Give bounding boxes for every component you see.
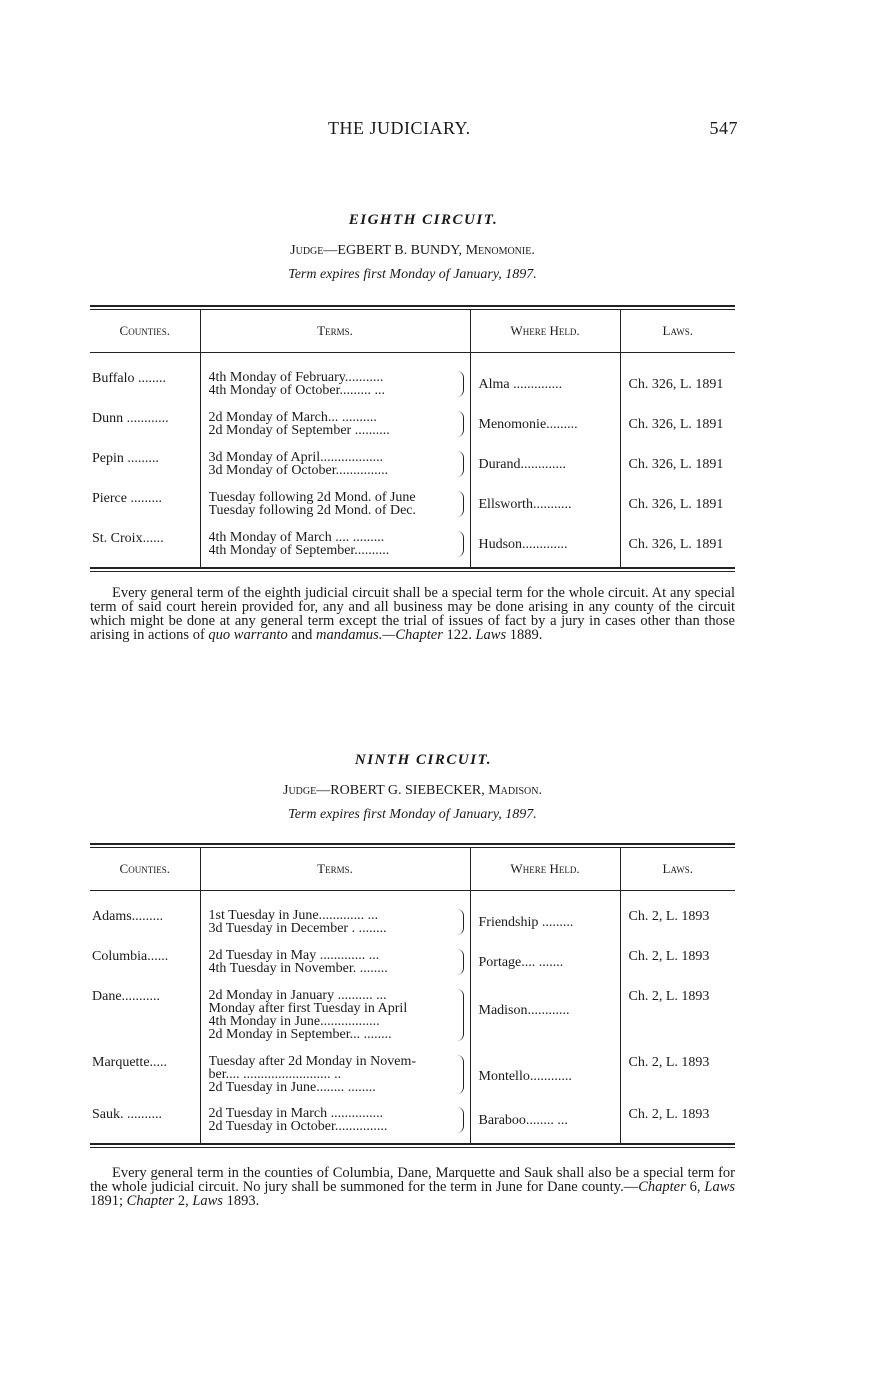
- county-name: Pepin .........: [92, 450, 159, 466]
- ninth-circuit-section: [90, 752, 735, 1208]
- table-row: [90, 949, 735, 989]
- table-row: [90, 909, 735, 949]
- county-name: St. Croix......: [92, 530, 164, 546]
- note-italic: Chapter: [638, 1178, 686, 1195]
- where-held: Ellsworth...........: [478, 496, 572, 512]
- brace-mark: [457, 451, 464, 477]
- terms-cell: [201, 909, 470, 935]
- column-header: Counties.: [90, 310, 200, 353]
- table-bottom-rule: [90, 567, 735, 572]
- judge-label: Judge: [283, 783, 317, 798]
- term-line: Monday after first Tuesday in April: [208, 1001, 408, 1015]
- column-header: Counties.: [90, 848, 200, 891]
- court-terms-table: [90, 310, 735, 567]
- brace-mark: [457, 491, 464, 517]
- laws-cell: Ch. 2, L. 1893: [628, 948, 710, 964]
- term-expiry: Term expires first Monday of January, 1897.: [288, 267, 537, 282]
- judge-label: Judge: [290, 243, 324, 258]
- note-text: Every general term in the counties of Columbia, Dane, Marquette and Sauk shall also be a special term for the whole judicial circuit. No jury shall be summoned for the term in June for Dane county.—: [90, 1164, 735, 1195]
- table-row: [90, 411, 735, 451]
- term-line: 2d Monday in January .......... ...: [208, 988, 387, 1002]
- term-line: 2d Monday in September... ........: [208, 1027, 392, 1041]
- page-number: 547: [709, 118, 738, 138]
- term-line: 4th Monday in June.................: [208, 1014, 380, 1028]
- note-text: Every general term of the eighth judicial circuit shall be a special term for the whole circuit. At any special term of said court herein provided for, any and all business may be done arising in any county of the circuit which might be done at any general term except the trial of issues of fact by a jury in cases other than those arising in actions of: [90, 584, 735, 643]
- term-line: 2d Monday of September ..........: [208, 423, 390, 437]
- note-italic: Laws: [704, 1178, 736, 1195]
- terms-cell: [201, 949, 470, 975]
- term-line: 3d Monday of April..................: [208, 450, 384, 464]
- term-line: 2d Monday of March... ..........: [208, 410, 377, 424]
- term-line: 4th Monday of October......... ...: [208, 383, 386, 397]
- judge-line: [90, 243, 735, 259]
- brace-mark: [457, 1055, 464, 1094]
- circuit-title: NINTH CIRCUIT.: [354, 752, 493, 768]
- laws-cell: Ch. 2, L. 1893: [628, 1054, 710, 1070]
- where-held: Montello............: [478, 1068, 572, 1084]
- term-expiry: Term expires first Monday of January, 1897.: [288, 807, 537, 822]
- where-held: Alma ..............: [478, 376, 563, 392]
- judge-name: —ROBERT G. SIEBECKER,: [316, 783, 489, 798]
- brace-mark: [457, 531, 464, 557]
- where-held: Durand.............: [478, 456, 566, 472]
- note-text: 1893.: [222, 1192, 260, 1209]
- terms-cell: [201, 491, 470, 517]
- laws-cell: Ch. 326, L. 1891: [628, 376, 724, 392]
- brace-mark: [457, 411, 464, 437]
- county-name: Sauk. ..........: [92, 1106, 162, 1122]
- note-italic: Laws: [192, 1192, 223, 1209]
- brace-mark: [457, 371, 464, 397]
- term-line: 4th Monday of September..........: [208, 543, 390, 557]
- where-held: Madison............: [478, 1002, 570, 1018]
- column-header: Where Held.: [470, 848, 620, 891]
- table-row: [90, 371, 735, 411]
- county-name: Marquette.....: [92, 1054, 168, 1070]
- note-text: 122.: [442, 626, 476, 643]
- term-line: 3d Monday of October...............: [208, 463, 389, 477]
- terms-cell: [201, 1055, 470, 1094]
- column-header: Where Held.: [470, 310, 620, 353]
- table-row: [90, 1107, 735, 1143]
- term-line: 2d Tuesday in October...............: [208, 1119, 388, 1133]
- term-line: 2d Tuesday in June........ ........: [208, 1080, 376, 1094]
- where-held: Menomonie.........: [478, 416, 578, 432]
- judge-place: Menomonie.: [465, 243, 535, 258]
- terms-cell: [201, 451, 470, 477]
- note-italic: Laws: [475, 626, 507, 643]
- laws-cell: Ch. 326, L. 1891: [628, 536, 724, 552]
- table-row: [90, 1055, 735, 1107]
- page-title: THE JUDICIARY.: [328, 118, 471, 138]
- running-head: [90, 118, 740, 140]
- note-text: 6,: [685, 1178, 705, 1195]
- county-name: Adams.........: [92, 908, 164, 924]
- term-line: 2d Tuesday in May ............. ...: [208, 948, 380, 962]
- note-text: 1891;: [90, 1192, 127, 1209]
- note-italic: quo warranto: [208, 626, 288, 643]
- brace-mark: [457, 949, 464, 975]
- term-line: 1st Tuesday in June............. ...: [208, 908, 379, 922]
- terms-cell: [201, 411, 470, 437]
- county-name: Pierce .........: [92, 490, 162, 506]
- table-row: [90, 989, 735, 1055]
- county-name: Columbia......: [92, 948, 169, 964]
- term-line: Tuesday after 2d Monday in Novem-: [208, 1054, 417, 1068]
- brace-mark: [457, 989, 464, 1041]
- column-header: Laws.: [620, 848, 735, 891]
- circuit-title: EIGHTH CIRCUIT.: [348, 212, 499, 228]
- term-line: Tuesday following 2d Mond. of June: [208, 490, 416, 504]
- where-held: Hudson.............: [478, 536, 568, 552]
- term-line: 3d Tuesday in December . ........: [208, 921, 387, 935]
- terms-cell: [201, 1107, 470, 1133]
- note-italic: mandamus.—Chapter: [315, 626, 443, 643]
- terms-cell: [201, 989, 470, 1041]
- column-header: Terms.: [200, 848, 470, 891]
- term-line: 2d Tuesday in March ...............: [208, 1106, 384, 1120]
- term-line: 4th Tuesday in November. ........: [208, 961, 388, 975]
- term-line: Tuesday following 2d Mond. of Dec.: [208, 503, 417, 517]
- note-italic: Chapter: [126, 1192, 175, 1209]
- table-row: [90, 491, 735, 531]
- where-held: Baraboo........ ...: [478, 1112, 568, 1128]
- laws-cell: Ch. 326, L. 1891: [628, 456, 724, 472]
- footnote: [90, 586, 735, 642]
- brace-mark: [457, 1107, 464, 1133]
- terms-cell: [201, 371, 470, 397]
- judge-name: —EGBERT B. BUNDY,: [323, 243, 466, 258]
- term-line: 4th Monday of March .... .........: [208, 530, 385, 544]
- table-header-row: [90, 310, 735, 353]
- footnote: [90, 1166, 735, 1208]
- terms-cell: [201, 531, 470, 557]
- note-text: and: [287, 626, 316, 643]
- table-row: [90, 531, 735, 567]
- where-held: Portage.... .......: [478, 954, 564, 970]
- table-header-row: [90, 848, 735, 891]
- county-name: Dane...........: [92, 988, 161, 1004]
- table-bottom-rule: [90, 1143, 735, 1148]
- table-row: [90, 451, 735, 491]
- laws-cell: Ch. 2, L. 1893: [628, 1106, 710, 1122]
- term-line: 4th Monday of February...........: [208, 370, 384, 384]
- judge-line: [90, 783, 735, 799]
- laws-cell: Ch. 2, L. 1893: [628, 988, 710, 1004]
- laws-cell: Ch. 2, L. 1893: [628, 908, 710, 924]
- county-name: Buffalo ........: [92, 370, 167, 386]
- judge-place: Madison.: [488, 783, 542, 798]
- county-name: Dunn ............: [92, 410, 169, 426]
- laws-cell: Ch. 326, L. 1891: [628, 416, 724, 432]
- column-header: Terms.: [200, 310, 470, 353]
- where-held: Friendship .........: [478, 914, 574, 930]
- brace-mark: [457, 909, 464, 935]
- note-text: 2,: [174, 1192, 193, 1209]
- term-line: ber.... ......................... ..: [208, 1067, 342, 1081]
- eighth-circuit-section: [90, 212, 735, 642]
- court-terms-table: [90, 848, 735, 1143]
- laws-cell: Ch. 326, L. 1891: [628, 496, 724, 512]
- column-header: Laws.: [620, 310, 735, 353]
- note-text: 1889.: [506, 626, 543, 643]
